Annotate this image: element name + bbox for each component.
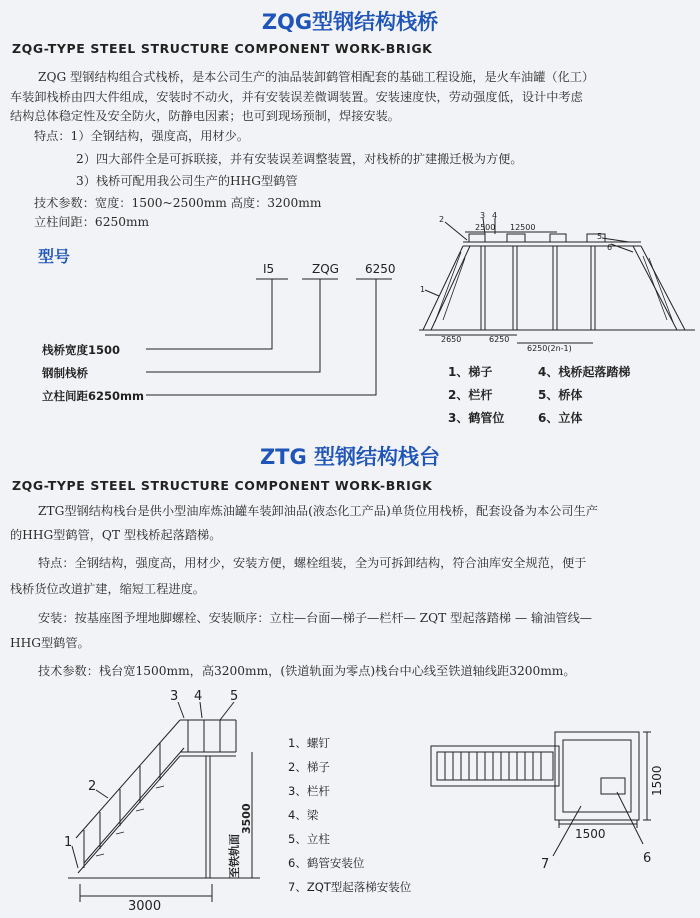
legend2-item-1: 1、螺钉 bbox=[288, 736, 330, 750]
code-part-spacing: 6250 bbox=[365, 262, 396, 276]
section1-intro-line-2: 车装卸栈桥由四大件组成，安装时不动火，并有安装误差微调装置。安装速度快，劳动强度低，设计中考虑 bbox=[10, 90, 583, 104]
bridge-dim-2500: 2500 bbox=[475, 223, 496, 232]
platform-callout-1: 1 bbox=[64, 835, 73, 850]
code-label-spacing: 立柱间距6250mm bbox=[42, 389, 144, 403]
platform-callout-2: 2 bbox=[88, 779, 97, 794]
section2-install-line-2: HHG型鹤管。 bbox=[10, 636, 90, 650]
section1-tech-1: 技术参数：宽度：1500~2500mm 高度：3200mm bbox=[34, 196, 322, 210]
section2-install-line-1: 安装：按基座图予埋地脚螺栓、安装顺序：立柱—台面—梯子—栏杆— ZQT 型起落踏梯 — 输油管线— bbox=[38, 611, 592, 625]
platform-callout-3: 3 bbox=[170, 689, 179, 704]
section2-title: ZTG 型钢结构栈台 bbox=[259, 445, 441, 469]
model-label: 型号 bbox=[38, 247, 71, 266]
platform-callout-4: 4 bbox=[194, 689, 203, 704]
code-label-width: 栈桥宽度1500 bbox=[42, 343, 121, 357]
legend1-item-5: 5、桥体 bbox=[538, 388, 583, 402]
platform-dim-rail-label: 至铁轨面 bbox=[228, 834, 241, 878]
bridge-callout-1: 1 bbox=[420, 285, 426, 294]
platform-dim-3000: 3000 bbox=[128, 899, 162, 913]
section2-subtitle: ZQG-TYPE STEEL STRUCTURE COMPONENT WORK-BRIGK bbox=[12, 478, 433, 493]
bridge-dim-6250: 6250 bbox=[489, 335, 510, 344]
bridge-callout-6: 6 bbox=[607, 243, 613, 252]
section2-intro-line-1: ZTG型钢结构栈台是供小型油库炼油罐车装卸油品(液态化工产品)单货位用栈桥，配套设备为本公司生产 bbox=[38, 504, 598, 518]
platform-elevation-diagram bbox=[60, 688, 280, 913]
section1-intro-line-1: ZQG 型钢结构组合式栈桥，是本公司生产的油品装卸鹤管相配套的基础工程设施，是火车油罐（化工） bbox=[38, 70, 595, 84]
section1-feature-3: 3）栈桥可配用我公司生产的HHG型鹤管 bbox=[76, 174, 298, 188]
legend2-item-5: 5、立柱 bbox=[288, 832, 330, 846]
bridge-callout-3: 3 bbox=[480, 212, 486, 220]
code-part-type: ZQG bbox=[312, 262, 339, 276]
legend1-item-1: 1、梯子 bbox=[448, 365, 493, 379]
plan-callout-7: 7 bbox=[541, 857, 550, 872]
legend1-item-6: 6、立体 bbox=[538, 411, 583, 425]
section1-feature-1: 特点：1）全钢结构，强度高，用材少。 bbox=[34, 129, 249, 143]
bridge-diagram bbox=[415, 212, 700, 362]
section2-feature-line-1: 特点：全钢结构，强度高，用材少，安装方便，螺栓组装，全为可拆卸结构，符合油库安全规范，便于 bbox=[38, 556, 587, 570]
platform-callout-5: 5 bbox=[230, 689, 239, 704]
bridge-dim-12500: 12500 bbox=[510, 223, 536, 232]
bridge-dim-6250-2n-1: 6250(2n-1) bbox=[527, 344, 572, 353]
section1-feature-2: 2）四大部件全是可拆联接，并有安装误差调整装置，对栈桥的扩建搬迁极为方便。 bbox=[76, 152, 523, 166]
section2-feature-line-2: 栈桥货位改道扩建，缩短工程进度。 bbox=[10, 582, 205, 596]
bridge-dim-2650: 2650 bbox=[441, 335, 462, 344]
legend2-item-3: 3、栏杆 bbox=[288, 784, 330, 798]
legend1-item-2: 2、栏杆 bbox=[448, 388, 493, 402]
bridge-callout-5: 5 bbox=[597, 232, 603, 241]
section1-subtitle: ZQG-TYPE STEEL STRUCTURE COMPONENT WORK-BRIGK bbox=[12, 41, 433, 56]
legend2-item-7: 7、ZQT型起落梯安装位 bbox=[288, 880, 412, 894]
legend2-item-6: 6、鹤管安装位 bbox=[288, 856, 365, 870]
legend1-item-3: 3、鹤管位 bbox=[448, 411, 505, 425]
legend2-item-2: 2、梯子 bbox=[288, 760, 330, 774]
plan-dim-1500-height: 1500 bbox=[650, 765, 664, 796]
platform-dim-3500: 3500 bbox=[240, 803, 253, 834]
legend1-item-4: 4、栈桥起落踏梯 bbox=[538, 365, 631, 379]
plan-callout-6: 6 bbox=[643, 851, 652, 866]
bridge-callout-4: 4 bbox=[492, 212, 498, 220]
platform-plan-diagram bbox=[425, 720, 700, 880]
section1-title: ZQG型钢结构栈桥 bbox=[261, 10, 439, 34]
section1-tech-2: 立柱间距：6250mm bbox=[34, 215, 150, 229]
code-part-width: I5 bbox=[263, 262, 275, 276]
section1-intro-line-3: 结构总体稳定性及安全防火，防静电因素；也可到现场预制，焊接安装。 bbox=[10, 109, 400, 123]
legend2-item-4: 4、梁 bbox=[288, 808, 319, 822]
plan-dim-1500-width: 1500 bbox=[575, 827, 606, 841]
section2-tech: 技术参数：栈台宽1500mm，高3200mm，(铁道轨面为零点)栈台中心线至铁道轴线距3200mm。 bbox=[38, 664, 576, 678]
code-label-steel: 钢制栈桥 bbox=[42, 366, 88, 380]
section2-intro-line-2: 的HHG型鹤管，QT 型栈桥起落踏梯。 bbox=[10, 528, 222, 542]
bridge-callout-2: 2 bbox=[439, 215, 445, 224]
